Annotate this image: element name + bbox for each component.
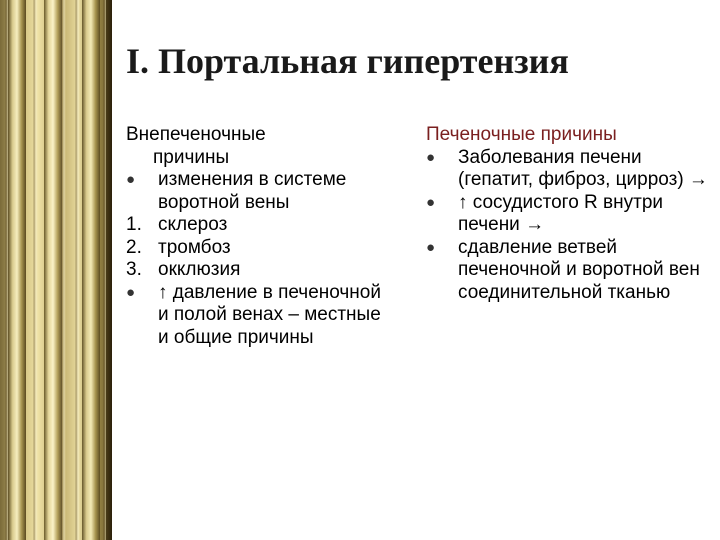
bullet-icon <box>426 147 458 170</box>
list-item-text: склероз <box>158 214 228 235</box>
bullet-icon <box>126 282 158 305</box>
gold-pillar <box>44 0 62 540</box>
left-heading-line2: причины <box>153 146 230 168</box>
right-column <box>426 124 716 304</box>
list-item-text: тромбоз <box>158 236 231 258</box>
slide-title: I. Портальная гипертензия <box>126 41 569 81</box>
list-item-text: ↑ сосудистого R внутри печени → <box>458 191 664 235</box>
list-item <box>126 259 396 282</box>
left-column <box>126 124 396 349</box>
list-number: 2. <box>126 236 142 258</box>
list-item-text: окклюзия <box>158 259 241 280</box>
list-item <box>126 214 396 237</box>
list-item <box>126 282 396 350</box>
list-item <box>426 147 716 192</box>
list-item-text: Заболевания печени (гепатит, фиброз, цирроз) → <box>458 146 708 190</box>
list-item <box>426 237 716 305</box>
bullet-icon <box>426 192 458 215</box>
bullet-icon <box>126 169 158 192</box>
list-item-text: ↑ давление в печеночной и полой венах – местные и общие причины <box>158 281 381 348</box>
decorative-gold-border <box>0 0 112 540</box>
border-edge <box>106 0 112 540</box>
list-number: 1. <box>126 214 142 235</box>
right-column-heading: Печеночные причины <box>426 124 617 145</box>
left-heading-line1: Внепеченочные <box>126 124 266 145</box>
list-item-text: сдавление ветвей печеночной и воротной вен соединительной тканью <box>458 236 700 303</box>
list-item <box>426 192 716 237</box>
left-column-heading <box>126 124 396 169</box>
list-number: 3. <box>126 259 142 280</box>
list-item <box>126 169 396 214</box>
list-item <box>126 237 396 260</box>
gold-pillar <box>82 0 100 540</box>
list-item-text: изменения в системе воротной вены <box>158 169 347 213</box>
gold-pillar <box>8 0 26 540</box>
bullet-icon <box>426 237 458 260</box>
